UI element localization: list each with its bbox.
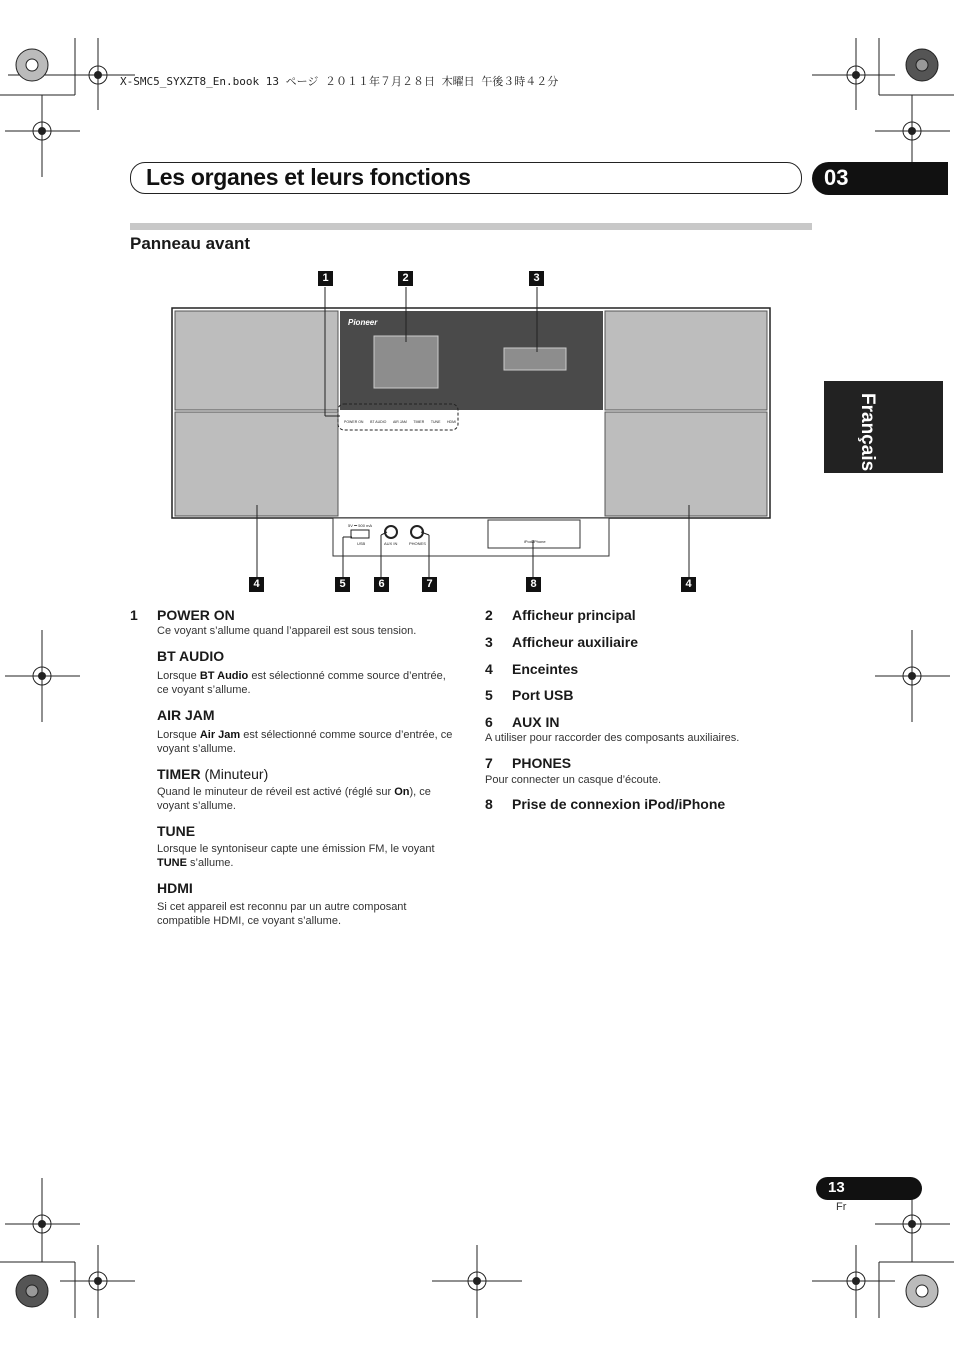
callout-4-right: 4 — [681, 577, 696, 592]
item-number-5: 5 — [485, 687, 493, 703]
indicator-strip — [344, 420, 456, 424]
page-language: Fr — [836, 1201, 847, 1213]
callout-5: 5 — [335, 577, 350, 592]
chapter-title: Les organes et leurs fonctions — [146, 164, 471, 190]
language-label: Français — [857, 393, 878, 472]
callout-7: 7 — [422, 577, 437, 592]
item-number-3: 3 — [485, 634, 493, 650]
item-number-2: 2 — [485, 607, 493, 623]
item-title-5: Port USB — [512, 687, 574, 703]
chapter-number: 03 — [824, 165, 849, 190]
item-title-4: Enceintes — [512, 661, 579, 677]
item-desc-6: A utiliser pour raccorder des composants auxiliaires. — [485, 732, 740, 744]
print-header: X-SMC5_SYXZT8_En.book 13 ページ ２０１１年７月２８日 木曜日 午後３時４２分 — [120, 75, 559, 88]
indicator-bt-audio: BT AUDIO — [370, 420, 387, 424]
item-number-7: 7 — [485, 755, 493, 771]
power-on-title: POWER ON — [157, 607, 235, 623]
section-title: Panneau avant — [130, 234, 250, 253]
item-title-8: Prise de connexion iPod/iPhone — [512, 796, 726, 812]
bt-audio-desc: Lorsque BT Audio est sélectionné comme source d’entrée, ce voyant s’allume. — [157, 670, 446, 696]
bt-audio-title: BT AUDIO — [157, 648, 225, 664]
timer-title: TIMER (Minuteur) — [157, 766, 269, 782]
air-jam-desc: Lorsque Air Jam est sélectionné comme source d’entrée, ce voyant s’allume. — [157, 729, 453, 755]
usb-label: USB — [357, 541, 366, 546]
item-number-4: 4 — [485, 661, 493, 677]
aux-label: AUX IN — [384, 541, 398, 546]
item-title-3: Afficheur auxiliaire — [512, 634, 639, 650]
item-title-7: PHONES — [512, 755, 572, 771]
hdmi-desc: Si cet appareil est reconnu par un autre composant compatible HDMI, ce voyant s’allume. — [157, 901, 407, 927]
callout-2: 2 — [398, 271, 413, 286]
callout-8: 8 — [526, 577, 541, 592]
item-desc-7: Pour connecter un casque d’écoute. — [485, 774, 662, 786]
power-on-desc: Ce voyant s’allume quand l’appareil est sous tension. — [157, 625, 417, 637]
indicator-tune: TUNE — [430, 420, 441, 424]
front-panel-diagram — [0, 0, 954, 620]
item-title-2: Afficheur principal — [512, 607, 636, 623]
indicator-timer: TIMER — [413, 420, 425, 424]
callout-6: 6 — [374, 577, 389, 592]
callout-4-left: 4 — [249, 577, 264, 592]
item-title-6: AUX IN — [512, 714, 560, 730]
phones-label: PHONES — [409, 541, 426, 546]
tune-desc: Lorsque le syntoniseur capte une émission FM, le voyant TUNE s’allume. — [157, 843, 435, 869]
indicator-power-on: POWER ON — [344, 420, 364, 424]
brand-logo: Pioneer — [348, 318, 378, 327]
page-number: 13 — [828, 1179, 845, 1196]
callout-1: 1 — [318, 271, 333, 286]
dock-label: iPod/iPhone — [524, 539, 546, 544]
indicator-air-jam: AIR JAM — [392, 420, 407, 424]
item-number-8: 8 — [485, 796, 493, 812]
item-number-6: 6 — [485, 714, 493, 730]
indicator-hdmi: HDMI — [447, 420, 456, 424]
hdmi-title: HDMI — [157, 880, 193, 896]
page-number-badge — [816, 1177, 922, 1200]
usb-rating-label: 5V ⎓ 500 mA — [348, 523, 373, 528]
item-number-1: 1 — [130, 607, 138, 623]
air-jam-title: AIR JAM — [157, 707, 215, 723]
tune-title: TUNE — [157, 823, 196, 839]
timer-desc: Quand le minuteur de réveil est activé (réglé sur On), ce voyant s’allume. — [157, 786, 431, 812]
callout-3: 3 — [529, 271, 544, 286]
